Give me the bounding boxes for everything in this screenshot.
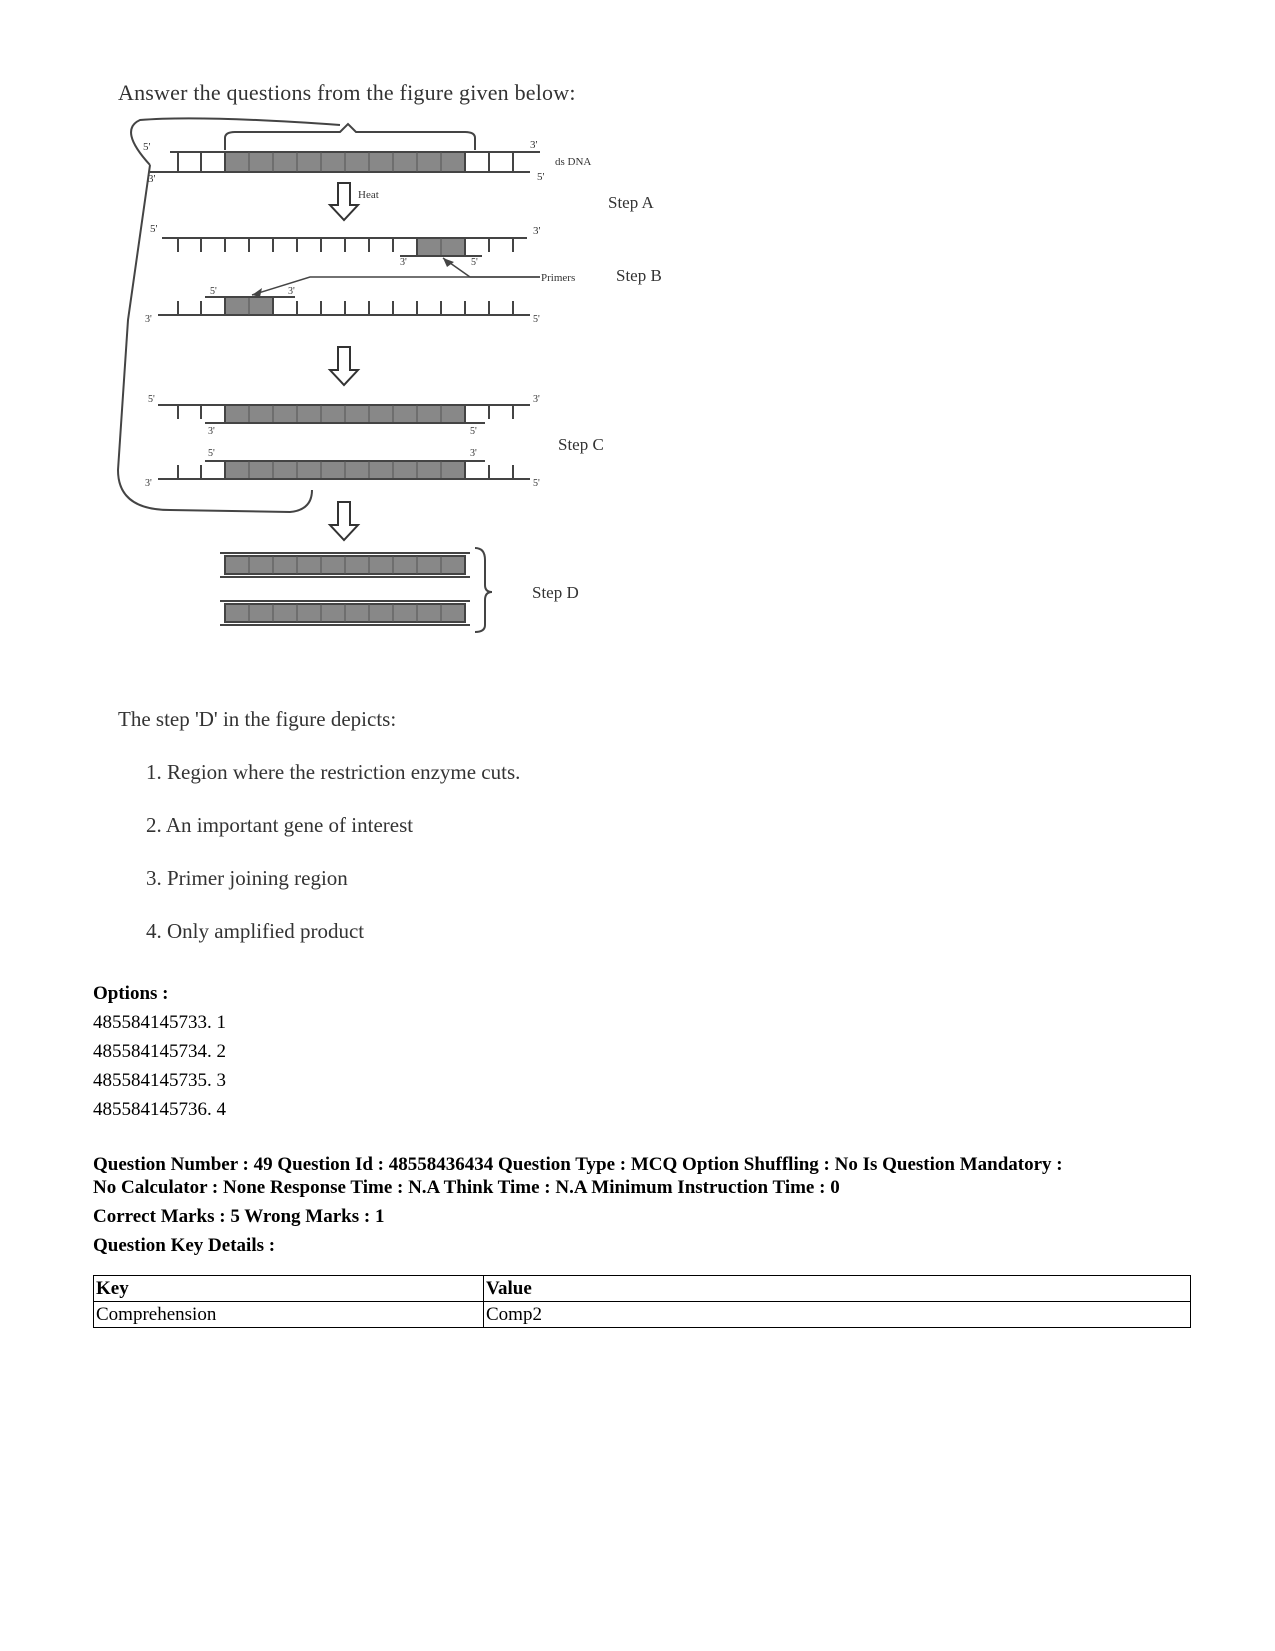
- option-item: 485584145733. 1: [93, 1012, 226, 1033]
- label-step-d: Step D: [532, 583, 579, 602]
- question-choice: 4. Only amplified product: [146, 919, 365, 943]
- question-choice: 2. An important gene of interest: [146, 813, 414, 837]
- label-5prime-a1: 5': [143, 141, 151, 153]
- table-cell-value: Comp2: [484, 1302, 1191, 1328]
- question-choice: 1. Region where the restriction enzyme cuts.: [146, 760, 521, 784]
- key-details-table: [93, 1275, 1191, 1328]
- label-3prime-b2: 3': [400, 257, 407, 268]
- label-3prime-b1: 3': [533, 225, 541, 237]
- step-c-extension: [145, 394, 604, 489]
- table-header-row: [94, 1276, 1191, 1302]
- marks-line: Correct Marks : 5 Wrong Marks : 1: [93, 1206, 385, 1227]
- down-arrow-icon: [330, 347, 358, 385]
- table-cell-key: Comprehension: [94, 1302, 484, 1328]
- label-step-a: Step A: [608, 193, 654, 212]
- label-ds-dna: ds DNA: [555, 156, 592, 168]
- heat-arrow-icon: [330, 183, 379, 220]
- label-3prime-b4: 3': [145, 314, 152, 325]
- label-5prime-b4: 5': [533, 314, 540, 325]
- table-header-value: Value: [484, 1276, 1191, 1302]
- label-3prime-a2: 3': [530, 139, 538, 151]
- question-choice: 3. Primer joining region: [146, 866, 348, 890]
- label-3prime-a1: 3': [148, 173, 156, 185]
- step-d-brace: [475, 548, 492, 632]
- option-item: 485584145735. 3: [93, 1070, 226, 1091]
- question-meta-line1: Question Number : 49 Question Id : 48558436434 Question Type : MCQ Option Shuffling : No Is Question Mandatory :: [93, 1154, 1063, 1175]
- label-3prime-c2: 3': [208, 426, 215, 437]
- label-5prime-c2: 5': [470, 426, 477, 437]
- down-arrow-icon: [330, 502, 358, 540]
- label-5prime-c4: 5': [533, 478, 540, 489]
- step-d-products: [220, 548, 579, 632]
- step-b-strands: [145, 223, 662, 325]
- option-item: 485584145736. 4: [93, 1099, 226, 1120]
- label-step-b: Step B: [616, 266, 662, 285]
- question-intro: Answer the questions from the figure given below:: [118, 80, 576, 105]
- question-stem: The step 'D' in the figure depicts:: [118, 707, 397, 731]
- label-3prime-c1: 3': [533, 394, 540, 405]
- label-primers: Primers: [541, 272, 576, 284]
- label-5prime-c3: 5': [208, 448, 215, 459]
- label-5prime-c1: 5': [148, 394, 155, 405]
- option-item: 485584145734. 2: [93, 1041, 226, 1062]
- label-5prime-b1: 5': [150, 223, 158, 235]
- options-label: Options :: [93, 983, 169, 1004]
- key-details-label: Question Key Details :: [93, 1235, 276, 1256]
- label-3prime-c3: 3': [470, 448, 477, 459]
- label-5prime-a2: 5': [537, 171, 545, 183]
- label-5prime-b2: 5': [471, 257, 478, 268]
- label-3prime-c4: 3': [145, 478, 152, 489]
- label-step-c: Step C: [558, 435, 604, 454]
- label-5prime-b3: 5': [210, 286, 217, 297]
- table-row: [94, 1302, 1191, 1328]
- question-meta-line2: No Calculator : None Response Time : N.A Think Time : N.A Minimum Instruction Time : 0: [93, 1177, 840, 1198]
- table-header-key: Key: [94, 1276, 484, 1302]
- label-3prime-b3: 3': [288, 286, 295, 297]
- step-a-dsdna: [143, 124, 655, 212]
- label-heat: Heat: [358, 189, 379, 201]
